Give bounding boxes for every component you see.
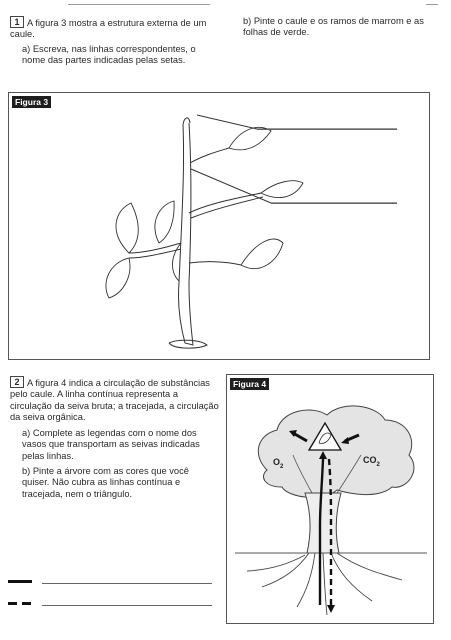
q2-statement [10,376,220,424]
tree-trunk [305,493,341,553]
pointer-line-2 [191,169,397,203]
figure-3-box [8,92,430,360]
roots [247,553,402,615]
q2-item-a: a) Complete as legendas com o nome dos vasos que transportam as seivas indicadas pelas linhas. [22,428,200,461]
q1-item-a: a) Escreva, nas linhas correspondentes, o nome das partes indicadas pelas setas. [22,44,196,66]
leaf [229,127,271,149]
o2-label: $O_2$ [273,457,284,470]
q1-statement [10,16,218,41]
dashed-legend-answer-line[interactable] [42,605,212,606]
figure-3-drawing [9,93,429,359]
q2-number: 2 [10,376,24,388]
q1-item-b: b) Pinte o caule e os ramos de marrom e as folhas de verde. [243,16,424,38]
dashed-legend-mark [8,602,32,605]
top-rule-right [426,4,438,5]
top-rule [68,4,210,5]
q2-item-b: b) Pinte a árvore com as cores que você quiser. Não cubra as linhas contínua e tracejada, nem o triângulo. [22,466,189,499]
figure-4-label: Figura 4 [230,378,269,390]
figure-3-label: Figura 3 [12,96,51,108]
answer-line-2[interactable] [271,203,397,204]
q2-text: A figura 4 indica a circulação de substâncias pelo caule. A linha contínua representa a circulação da seiva bruta; a tracejada, a circulação da seiva orgânica. [10,378,219,423]
pointer-line-1 [197,115,397,129]
q1-number: 1 [10,16,24,28]
stem [178,123,193,345]
solid-legend-mark [8,580,32,583]
tree-canopy [258,406,414,497]
figure-4-drawing [227,375,433,623]
solid-legend-answer-line[interactable] [42,583,212,584]
figure-4-box [226,374,434,624]
answer-line-1[interactable] [257,129,397,130]
co2-label: $CO_2$ [363,455,380,468]
q1-text: A figura 3 mostra a estrutura externa de um caule. [10,18,207,40]
